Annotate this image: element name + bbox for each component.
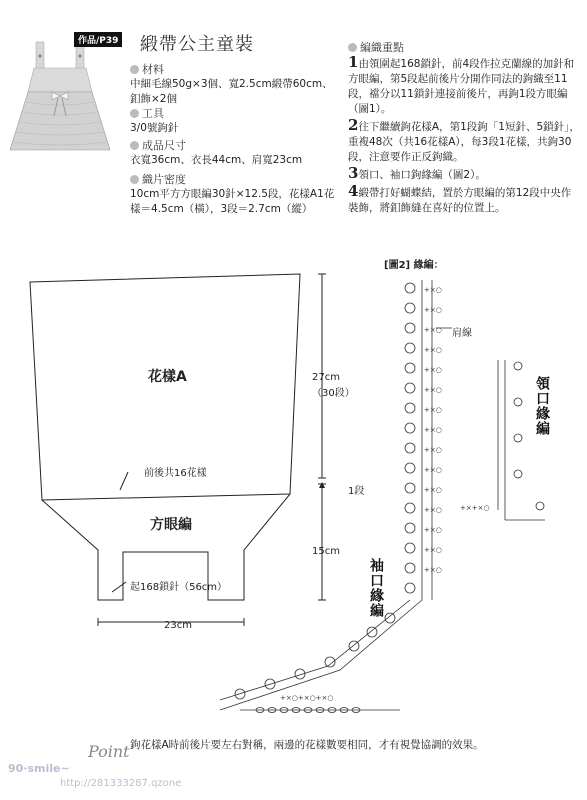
step-item: 1由領圍起168鎖針，前4段作拉克蘭線的加針和方眼編，第5段起前後片分開作同法的鉤織至11段，襠分以11鎖針連接前後片，再鉤1段方眼編（圖1）。	[348, 53, 575, 115]
bullet-icon	[130, 175, 139, 184]
svg-text:+×○: +×○	[424, 526, 442, 534]
page-title: 緞帶公主童裝	[140, 34, 254, 55]
watermark-url: http://281333287.qzone	[60, 778, 182, 789]
svg-text:+×○: +×○	[424, 446, 442, 454]
gauge-body: 10cm平方方眼編30針×12.5段，花樣A1花樣＝4.5cm（橫），3段＝2.7cm（縱）	[130, 188, 335, 215]
dim-27-rows-label: （30段）	[312, 388, 355, 399]
svg-text:+×○: +×○	[424, 406, 442, 414]
step-item: 3領口、袖口鉤緣編（圖2）。	[348, 164, 486, 182]
tools-body: 3/0號鉤針	[130, 122, 179, 134]
point-label: Point	[88, 742, 130, 761]
gauge-section	[130, 172, 342, 217]
materials-heading: 材料	[142, 63, 164, 76]
dim-27-label: 27cm	[312, 372, 340, 383]
bullet-icon	[348, 43, 357, 52]
step-item: 4緞帶打好蝴蝶結，置於方眼編的第12段中央作裝飾，將釦飾縫在喜好的位置上。	[348, 182, 572, 214]
work-page-label: 作品/P39	[74, 32, 122, 47]
svg-text:+×○: +×○	[424, 346, 442, 354]
size-heading: 成品尺寸	[142, 139, 186, 152]
size-body: 衣寬36cm、衣長44cm、肩寬23cm	[130, 154, 303, 166]
front-back-count-label: 前後共16花樣	[144, 468, 207, 479]
svg-text:+×○: +×○	[424, 366, 442, 374]
size-section	[130, 138, 342, 168]
dim-15-label: 15cm	[312, 546, 340, 557]
neck-edge-label: 領口緣編	[534, 376, 550, 436]
bullet-icon	[130, 141, 139, 150]
bullet-icon	[130, 65, 139, 74]
footnote-text: 鉤花樣A時前後片要左右對稱，兩邊的花樣數要相同，才有視覺協調的效果。	[130, 739, 484, 751]
svg-text:+×○: +×○	[424, 286, 442, 294]
svg-text:+×○: +×○	[424, 306, 442, 314]
mesh-label: 方眼編	[150, 517, 192, 533]
tools-section	[130, 106, 342, 136]
svg-text:+×○: +×○	[424, 506, 442, 514]
chain-start-label: 起168鎖針（56cm）	[130, 582, 228, 593]
step-item: 2往下繼續鉤花樣A，第1段鉤「1短針、5鎖針」，重複48次（共16花樣A），每3段1花樣，共鉤30段，注意要作正反鉤織。	[348, 116, 580, 163]
tools-heading: 工具	[142, 107, 164, 120]
svg-text:+×+×○: +×+×○	[460, 504, 490, 512]
materials-body: 中細毛線50g×3個、寬2.5cm緞帶60cm、釦飾×2個	[130, 78, 333, 105]
materials-section	[130, 62, 342, 107]
pattern-a-label: 花樣A	[148, 369, 187, 385]
watermark-brand: 90·smile~	[8, 762, 70, 775]
svg-text:+×○: +×○	[424, 566, 442, 574]
svg-text:+×○: +×○	[424, 326, 442, 334]
svg-text:+×○: +×○	[424, 546, 442, 554]
edging-chart	[200, 270, 580, 730]
dim-23-label: 23cm	[164, 620, 192, 631]
svg-text:+×○: +×○	[424, 486, 442, 494]
dim-1row-label: 1段	[348, 486, 365, 497]
garment-photo	[6, 36, 114, 156]
key-points-section	[348, 40, 580, 217]
diagram2-title: [圖2] 緣編：	[384, 260, 444, 271]
sleeve-edge-label: 袖口緣編	[368, 558, 384, 618]
shoulder-line-label: 肩線	[452, 328, 472, 339]
svg-text:+×○: +×○	[424, 466, 442, 474]
svg-text:+×○+×○+×○: +×○+×○+×○	[280, 694, 334, 702]
bullet-icon	[130, 109, 139, 118]
svg-text:+×○: +×○	[424, 386, 442, 394]
key-points-heading: 編織重點	[360, 41, 404, 54]
svg-text:+×○: +×○	[424, 426, 442, 434]
gauge-heading: 織片密度	[142, 173, 186, 186]
